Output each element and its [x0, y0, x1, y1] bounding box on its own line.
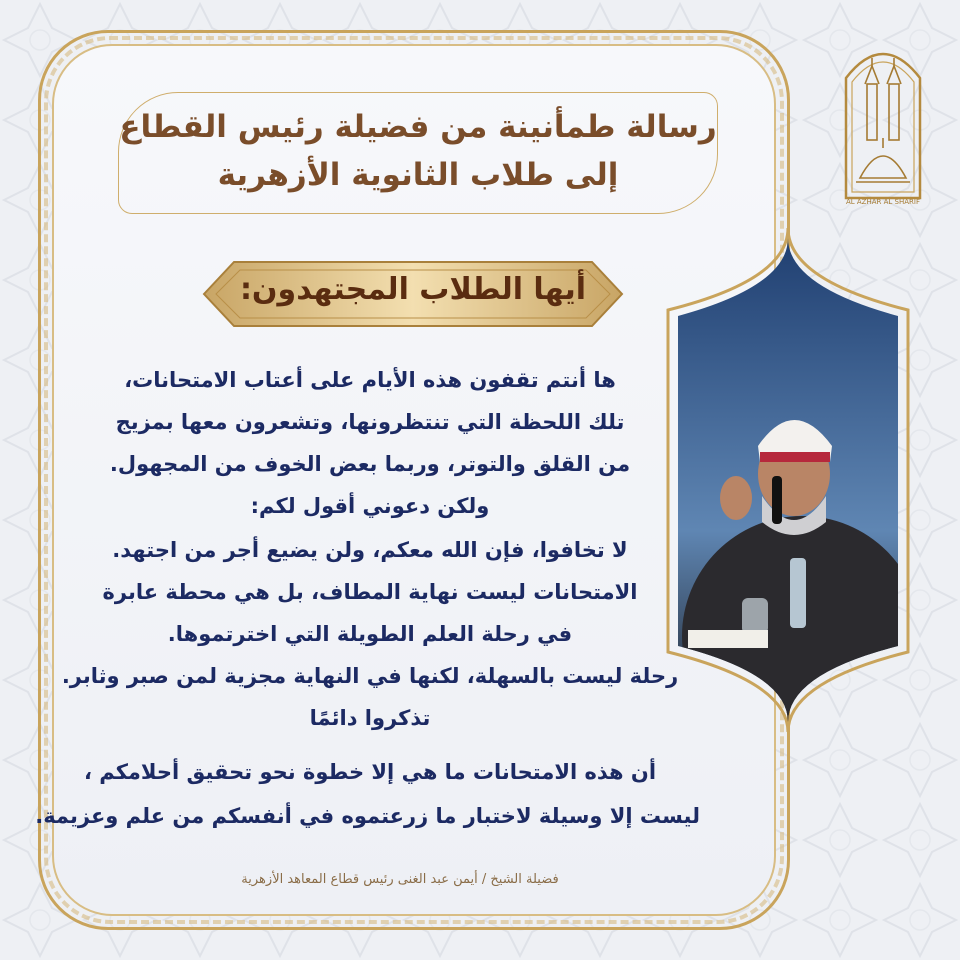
logo-text: AL AZHAR AL SHARIF	[845, 198, 921, 206]
body-line: رحلة ليست بالسهلة، لكنها في النهاية مجزية لمن صبر وثابر.	[61, 664, 679, 688]
signature: فضيلة الشيخ / أيمن عبد الغنى رئيس قطاع المعاهد الأزهرية	[241, 872, 559, 887]
al-azhar-logo	[838, 38, 928, 206]
body-line: الامتحانات ليست نهاية المطاف، بل هي محطة عابرة	[102, 580, 638, 604]
heading-banner	[198, 254, 628, 334]
body-line: تذكروا دائمًا	[309, 706, 431, 730]
title-line-1: رسالة طمأنينة من فضيلة رئيس القطاع	[119, 109, 717, 145]
body-line: من القلق والتوتر، وربما بعض الخوف من المجهول.	[109, 452, 631, 476]
body-line: لا تخافوا، فإن الله معكم، ولن يضيع أجر من اجتهد.	[112, 538, 628, 562]
sheikh-photo	[662, 226, 914, 734]
title-line-2: إلى طلاب الثانوية الأزهرية	[217, 157, 619, 193]
body-line: أن هذه الامتحانات ما هي إلا خطوة نحو تحقيق أحلامكم ،	[83, 760, 657, 784]
body-line: في رحلة العلم الطويلة التي اخترتموها.	[167, 622, 573, 646]
body-line: ليست إلا وسيلة لاختبار ما زرعتموه في أنفسكم من علم وعزيمة.	[35, 804, 700, 828]
body-line: ها أنتم تقفون هذه الأيام على أعتاب الامتحانات،	[124, 368, 616, 392]
banner-text: أيها الطلاب المجتهدون:	[239, 272, 587, 307]
mosque-minaret-icon	[856, 58, 910, 182]
body-line: ولكن دعوني أقول لكم:	[250, 494, 490, 518]
title-box	[118, 92, 718, 214]
body-line: تلك اللحظة التي تنتظرونها، وتشعرون معها بمزيج	[115, 410, 625, 434]
